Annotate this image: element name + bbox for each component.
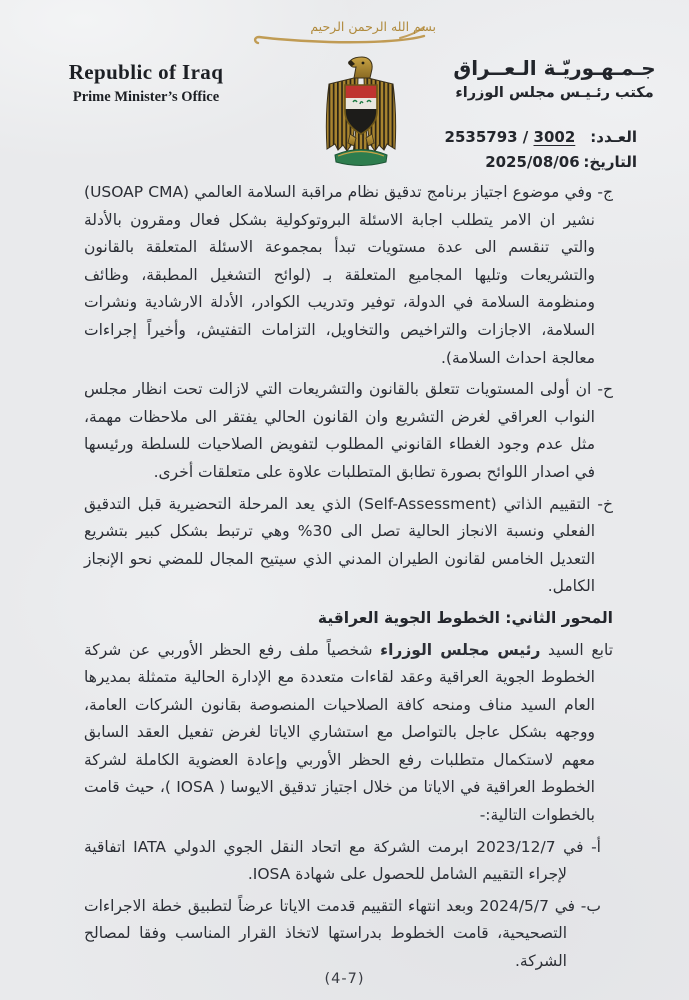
follow-up-lead: تابع السيد	[540, 640, 614, 659]
page-number: (4-7)	[324, 971, 365, 987]
document-number-label: العـدد:	[590, 128, 637, 146]
letterhead-arabic	[442, 56, 667, 101]
document-date-line	[485, 153, 637, 171]
document-number-line	[445, 128, 637, 146]
list-item-iata-agreement: أ- في 2023/12/7 ابرمت الشركة مع اتحاد النقل الجوي الدولي IATA اتفاقية لإجراء التقييم الشامل للحصول على شهادة IOSA.	[84, 837, 601, 884]
prime-minister-title: رئيس مجلس الوزراء	[380, 640, 541, 659]
document-date-label: التاريخ:	[583, 153, 637, 171]
letterhead-english	[46, 60, 246, 106]
follow-up-continuation: شخصياً ملف رفع الحظر الأوربي عن شركة الخطوط الجوية العراقية وعقد لقاءات متعددة مع الإدارة الحالية متمثلة بمديرها العام السيد مناف ومنحه كافة الصلاحيات المنصوصة بقانون الشركات العامة، ووجهه بشكل عاجل بالتواصل مع استشاري الاياتا لغرض تفعيل العقد السابق معهم لاستكمال متطلبات رفع الحظر الأوربي وإعادة العضوية الكاملة لشركة الخطوط العراقية في الاياتا من خلال اجتياز تدقيق الايوسا ( IOSA )، حيث قامت بالخطوات التالية:-	[84, 640, 595, 825]
bismillah-calligraphy	[250, 16, 440, 58]
letter-body	[84, 179, 613, 980]
bismillah-swash-icon	[250, 16, 440, 54]
arabic-country-title: جـمـهـوريّـة الـعــراق	[453, 56, 656, 80]
iraq-coat-of-arms-icon	[316, 54, 406, 178]
english-office-subtitle: Prime Minister’s Office	[72, 89, 220, 105]
paragraph-pm-follow-up	[84, 637, 613, 830]
bismillah-text: بسم الله الرحمن الرحيم	[309, 19, 436, 34]
paragraph-self-assessment: خ- التقييم الذاتي (Self-Assessment) الذي يعد المرحلة التحضيرية قبل التدقيق الفعلي ونسبة الانجاز الحالية تصل الى 30% وهي ترتبط بشكل كبير بتشريع التعديل الخامس لقانون الطيران المدني الذي سيتيح المجال للمضي نحو الإنجاز الكامل.	[84, 494, 613, 596]
list-item-corrective-plan: ب- في 2024/5/7 وبعد انتهاء التقييم قدمت الاياتا عرضاً لتطبيق خطة الاجراءات التصحيحية، قامت الخطوط بدراستها لاتخاذ القرار المناسب وفقا لمصالح الشركة.	[84, 896, 601, 971]
paragraph-legislation-level: ح- ان أولى المستويات تتعلق بالقانون والتشريعات التي لازالت تحت انظار مجلس النواب العراقي لغرض التشريع وان القانون الحالي يفتقر الى ملاحظات مهمة، مثل عدم وجود الغطاء القانوني المطلوب لتفويض الصلاحيات للسلطة ورئيسها في اصدار اللوائح بصورة تطابق المتطلبات علاوة على متعلقات أخرى.	[84, 380, 613, 481]
document-number-value: 2535793 / 3002	[444, 128, 576, 146]
paragraph-usoap-audit: ج- وفي موضوع اجتياز برنامج تدقيق نظام مراقبة السلامة العالمي (USOAP CMA) نشير ان الامر يتطلب اجابة الاسئلة البروتوكولية بشكل فعال ومقرون بالأدلة والتي تنقسم الى عدة مستويات تبدأ بمجموعة الاسئلة المتعلقة بالقانون والتشريعات وتليها المجاميع المتعلقة بـ (لوائح التشغيل المطبقة، وظائف ومنظومة السلامة في الدولة، توفير وتدريب الكوادر، الأدلة الارشادية ونشرات السلامة، الاجازات والتراخيص والتخاويل، التزامات التفتيش، وأخيراً إجراءات معالجة احداث السلامة).	[84, 183, 613, 367]
section-heading-iraqi-airways: المحور الثاني: الخطوط الجوية العراقية	[317, 608, 613, 627]
arabic-office-subtitle: مكتب رئـيـس مجلس الوزراء	[455, 85, 654, 101]
english-country-title: Republic of Iraq	[68, 60, 224, 84]
document-number-main: 3002	[533, 128, 576, 146]
document-date-value: 2025/08/06	[485, 153, 580, 171]
